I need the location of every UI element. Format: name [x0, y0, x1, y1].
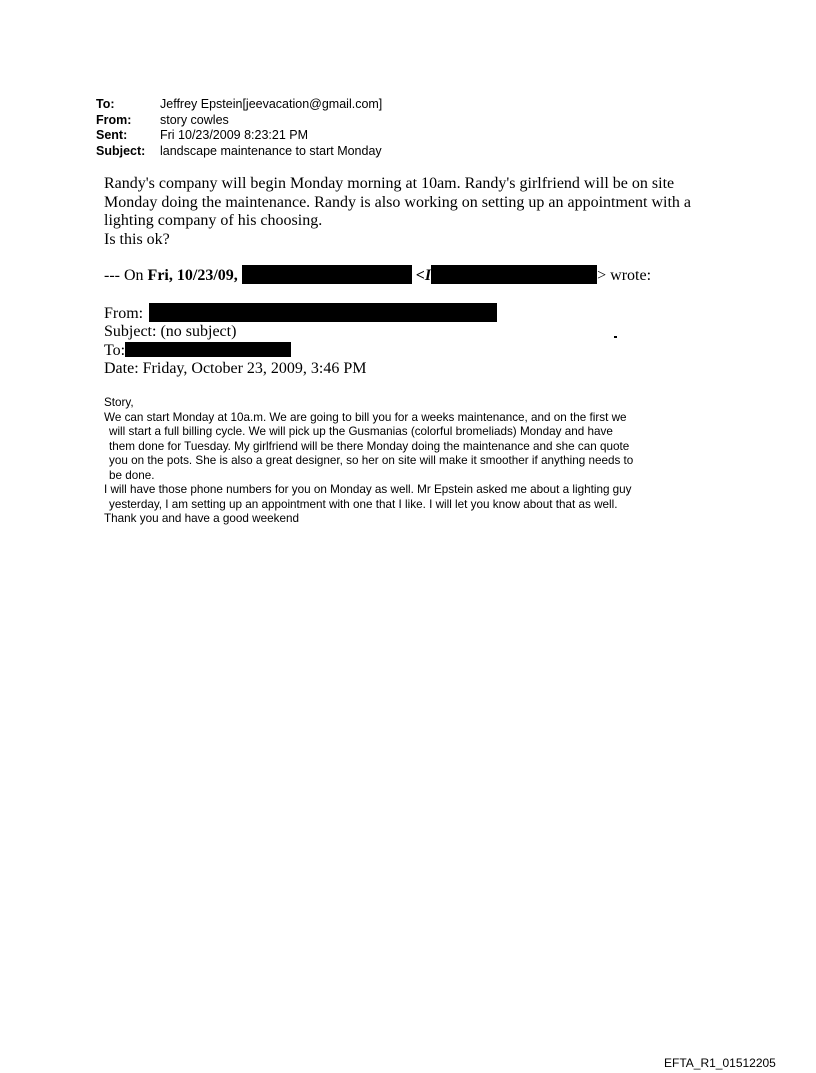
- quote-date: Fri, 10/23/09,: [147, 267, 238, 284]
- body-line: Monday doing the maintenance. Randy is also working on setting up an appointment with a: [104, 193, 692, 211]
- forwarded-to-label: To:: [104, 341, 126, 359]
- to-row: [96, 97, 382, 113]
- message-line: yesterday, I am setting up an appointment with one that I like. I will let you know about that as well.: [109, 497, 618, 511]
- forwarded-from-label: From:: [104, 305, 144, 322]
- forwarded-to-row: [104, 342, 497, 360]
- from-value: story cowles: [160, 112, 229, 127]
- sent-label: Sent:: [96, 128, 128, 142]
- email-body: [104, 175, 691, 249]
- from-label: From:: [96, 112, 132, 127]
- message-line: Story,: [104, 396, 134, 409]
- subject-row: [96, 144, 382, 160]
- message-line: will start a full billing cycle. We will pick up the Gusmanias (colorful bromeliads) Monday and have: [109, 425, 613, 438]
- redaction-block: [242, 265, 412, 284]
- email-header: [96, 97, 382, 159]
- stray-mark: [614, 336, 617, 338]
- sent-value: Fri 10/23/2009 8:23:21 PM: [160, 128, 309, 142]
- message-line: I will have those phone numbers for you on Monday as well. Mr Epstein asked me about a lighting guy: [104, 483, 632, 496]
- message-line: We can start Monday at 10a.m. We are going to bill you for a weeks maintenance, and on the first we: [104, 410, 627, 424]
- body-line: lighting company of his choosing.: [104, 212, 323, 229]
- message-line: Thank you and have a good weekend: [104, 512, 299, 525]
- redaction-block: [125, 342, 291, 357]
- subject-value: landscape maintenance to start Monday: [160, 143, 382, 158]
- body-line: Is this ok?: [104, 230, 170, 248]
- quote-bracket-open: <: [415, 267, 425, 284]
- redaction-block: [431, 265, 597, 284]
- from-row: [96, 113, 382, 129]
- to-value: Jeffrey Epstein[jeevacation@gmail.com]: [160, 97, 383, 111]
- quote-attribution: [104, 265, 651, 285]
- forwarded-subject: Subject: (no subject): [104, 323, 237, 341]
- forwarded-header: [104, 303, 497, 378]
- subject-label: Subject:: [96, 143, 146, 158]
- reply-message: [104, 396, 633, 527]
- to-label: To:: [96, 97, 115, 111]
- redaction-block: [149, 303, 497, 322]
- body-line: Randy's company will begin Monday morning at 10am. Randy's girlfriend will be on site: [104, 175, 675, 192]
- quote-bracket-letter: I: [424, 267, 432, 284]
- message-line: them done for Tuesday. My girlfriend will be there Monday doing the maintenance and she can quote: [109, 439, 630, 453]
- forwarded-from-row: [104, 303, 497, 323]
- bates-number: EFTA_R1_01512205: [664, 1056, 776, 1070]
- message-line: you on the pots. She is also a great designer, so her on site will make it smoother if anything needs to: [109, 454, 634, 467]
- message-line: be done.: [109, 468, 155, 482]
- quote-suffix: > wrote:: [597, 267, 652, 284]
- sent-row: [96, 128, 382, 144]
- quote-prefix: --- On: [104, 267, 148, 284]
- forwarded-date: Date: Friday, October 23, 2009, 3:46 PM: [104, 359, 367, 377]
